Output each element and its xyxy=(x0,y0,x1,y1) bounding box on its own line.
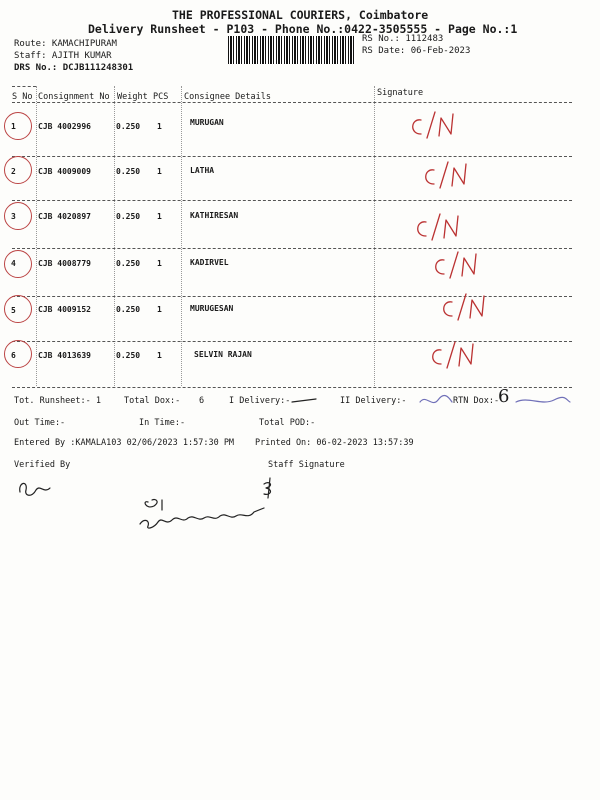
total-dox-label: Total Dox:- xyxy=(124,396,181,406)
row-weight: 0.250 xyxy=(116,305,141,314)
row-sno: 2 xyxy=(11,167,16,176)
row-pcs: 1 xyxy=(157,305,162,314)
row-consignment: CJB 4009152 xyxy=(38,305,91,314)
row-pcs: 1 xyxy=(157,122,162,131)
handwritten-circle xyxy=(4,202,32,230)
row-sno: 5 xyxy=(11,306,16,315)
barcode xyxy=(228,36,356,64)
row-sno: 3 xyxy=(11,212,16,221)
runsheet-subtitle: Delivery Runsheet - P103 - Phone No.:0422-3505555 - Page No.:1 xyxy=(88,22,518,36)
row-sno: 4 xyxy=(11,259,16,268)
col-weight: Weight xyxy=(117,92,148,102)
tot-runsheet: Tot. Runsheet:- 1 xyxy=(14,396,101,406)
row-weight: 0.250 xyxy=(116,212,141,221)
row-pcs: 1 xyxy=(157,351,162,360)
row-consignment: CJB 4020897 xyxy=(38,212,91,221)
row-pcs: 1 xyxy=(157,167,162,176)
entered-by: Entered By :KAMALA103 02/06/2023 1:57:30 PM xyxy=(14,438,235,448)
row-consignee: MURUGESAN xyxy=(190,304,234,313)
staff-handwritten-signature xyxy=(132,494,282,534)
handwritten-signature xyxy=(410,210,480,246)
total-dox-value: 6 xyxy=(199,396,205,406)
staff-label: Staff: AJITH KUMAR xyxy=(14,51,112,61)
row-pcs: 1 xyxy=(157,212,162,221)
row-consignee: KADIRVEL xyxy=(190,258,229,267)
handwritten-signature xyxy=(428,248,498,284)
i-delivery-label: I Delivery:- xyxy=(229,396,291,406)
rs-number: RS No.: 1112483 xyxy=(362,34,444,44)
handwritten-signature xyxy=(405,108,475,144)
row-consignment: CJB 4002996 xyxy=(38,122,91,131)
total-pod-label: Total POD:- xyxy=(259,418,316,428)
row-sno: 1 xyxy=(11,122,16,131)
company-title: THE PROFESSIONAL COURIERS, Coimbatore xyxy=(172,8,429,22)
row-weight: 0.250 xyxy=(116,351,141,360)
row-consignment: CJB 4008779 xyxy=(38,259,91,268)
handwritten-circle xyxy=(4,156,32,184)
handwritten-signature xyxy=(425,338,495,374)
row-consignment: CJB 4009009 xyxy=(38,167,91,176)
handwritten-circle xyxy=(4,112,32,140)
row-weight: 0.250 xyxy=(116,167,141,176)
col-signature: Signature xyxy=(377,88,424,98)
handwritten-scribble xyxy=(418,392,454,410)
row-weight: 0.250 xyxy=(116,259,141,268)
rtn-dox-handwritten: 6 xyxy=(498,386,510,407)
row-consignee: KATHIRESAN xyxy=(190,211,239,220)
printed-on: Printed On: 06-02-2023 13:57:39 xyxy=(255,438,414,448)
in-time-label: In Time:- xyxy=(139,418,186,428)
route-label: Route: KAMACHIPURAM xyxy=(14,39,117,49)
row-consignment: CJB 4013639 xyxy=(38,351,91,360)
verified-by-label: Verified By xyxy=(14,460,71,470)
row-pcs: 1 xyxy=(157,259,162,268)
row-consignee: MURUGAN xyxy=(190,118,224,127)
drs-number: DRS No.: DCJB111248301 xyxy=(14,63,134,73)
verifier-signature xyxy=(14,474,64,504)
out-time-label: Out Time:- xyxy=(14,418,66,428)
row-sno: 6 xyxy=(11,351,16,360)
handwritten-circle xyxy=(4,250,32,278)
rs-date: RS Date: 06-Feb-2023 xyxy=(362,46,471,56)
handwritten-signature xyxy=(418,158,488,194)
col-sno: S No xyxy=(12,92,33,102)
row-weight: 0.250 xyxy=(116,122,141,131)
handwritten-dash xyxy=(290,396,320,406)
row-consignee: LATHA xyxy=(190,166,215,175)
handwritten-scribble xyxy=(514,394,572,408)
rtn-dox-label: RTN Dox:- xyxy=(453,396,500,406)
ii-delivery-label: II Delivery:- xyxy=(340,396,407,406)
col-pcs: PCS xyxy=(153,92,169,102)
col-consignment: Consignment No xyxy=(38,92,110,102)
handwritten-circle xyxy=(4,340,32,368)
staff-signature-label: Staff Signature xyxy=(268,460,345,470)
col-consignee: Consignee Details xyxy=(184,92,271,102)
row-consignee: SELVIN RAJAN xyxy=(194,350,252,359)
handwritten-signature xyxy=(436,290,506,326)
handwritten-circle xyxy=(4,295,32,323)
